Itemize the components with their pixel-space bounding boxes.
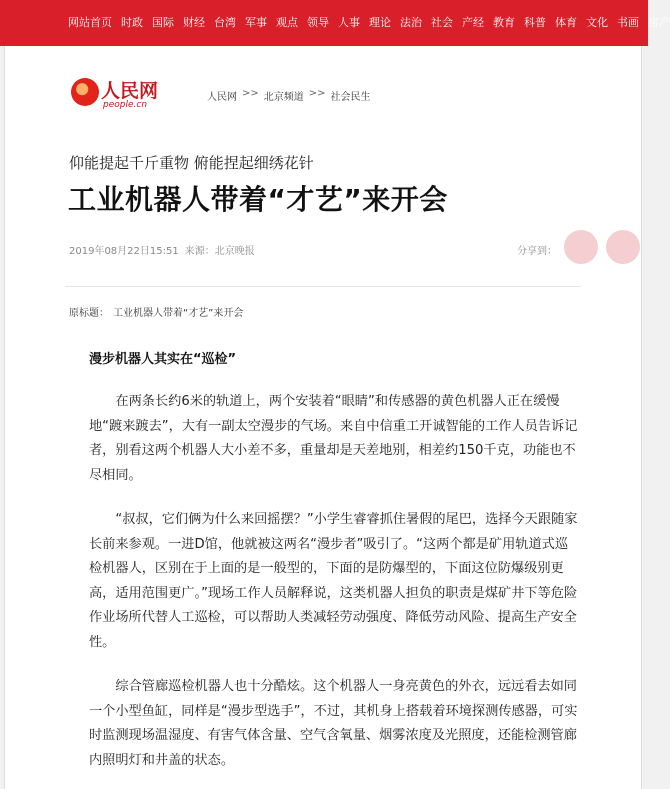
article-meta <box>69 242 255 257</box>
top-nav <box>68 14 670 30</box>
breadcrumb-sep: >> <box>242 88 259 99</box>
original-title-label: 原标题： <box>69 308 109 319</box>
breadcrumb-sep: >> <box>308 88 326 99</box>
nav-item[interactable]: 科普 <box>524 16 546 29</box>
breadcrumb-channel[interactable]: 北京频道 <box>263 92 304 103</box>
original-title-text: 工业机器人带着“才艺”来开会 <box>113 308 244 319</box>
breadcrumb <box>207 88 371 103</box>
logo-en: people.cn <box>103 100 148 110</box>
nav-item[interactable]: 文化 <box>586 16 608 29</box>
share-wechat-icon[interactable] <box>606 230 640 264</box>
nav-item[interactable]: 台湾 <box>214 16 236 29</box>
top-nav-bar <box>0 0 670 46</box>
article-subtitle: 仰能提起千斤重物 俯能捏起细绣花针 <box>69 154 314 172</box>
nav-item[interactable]: 网站首页 <box>68 16 112 29</box>
breadcrumb-section[interactable]: 社会民生 <box>330 92 371 103</box>
section-heading: 漫步机器人其实在“巡检” <box>89 352 237 367</box>
nav-item[interactable]: 财经 <box>183 16 205 29</box>
nav-item[interactable]: 教育 <box>493 16 515 29</box>
nav-item[interactable]: 理论 <box>369 16 391 29</box>
share-weibo-icon[interactable] <box>564 230 598 264</box>
article-paragraph: 综合管廊巡检机器人也十分酷炫。这个机器人一身亮黄色的外衣，远远看去如同一个小型鱼缸，同样是“漫步型选手”，不过，其机身上搭载着环境探测传感器，可实时监测现场温湿度、有害气体含量、空气含氧量、烟雾浓度及光照度，还能检测管廊内照明灯和井盖的状态。 <box>89 679 578 768</box>
article-paragraph: 在两条长约6米的轨道上，两个安装着“眼睛”和传感器的黄色机器人正在缓慢地“踱来踱去”，大有一副太空漫步的气场。来自中信重工开诚智能的工作人员告诉记者，别看这两个机器人大小差不多，重量却是天差地别，相差约150千克，功能也不尽相同。 <box>89 394 578 483</box>
article-title: 工业机器人带着“才艺”来开会 <box>68 183 448 216</box>
nav-item[interactable]: 书画 <box>617 16 639 29</box>
nav-item[interactable]: 领导 <box>307 16 329 29</box>
article-date: 2019年08月22日15:51 <box>69 246 179 257</box>
nav-item[interactable]: 房产 <box>648 16 670 29</box>
nav-item[interactable]: 人事 <box>338 16 360 29</box>
nav-item[interactable]: 产经 <box>462 16 484 29</box>
logo-emblem-icon <box>71 78 99 106</box>
nav-item[interactable]: 社会 <box>431 16 453 29</box>
logo-name: 人民网 <box>101 80 159 102</box>
share-label: 分享到： <box>517 246 557 257</box>
nav-item[interactable]: 体育 <box>555 16 577 29</box>
nav-item[interactable]: 国际 <box>152 16 174 29</box>
nav-item[interactable]: 时政 <box>121 16 143 29</box>
people-logo[interactable] <box>71 76 171 112</box>
breadcrumb-home[interactable]: 人民网 <box>207 92 237 103</box>
nav-item[interactable]: 法治 <box>400 16 422 29</box>
article-source[interactable]: 来源：北京晚报 <box>184 246 255 257</box>
page-content <box>4 46 642 789</box>
nav-item[interactable]: 军事 <box>245 16 267 29</box>
article-paragraph: “叔叔，它们俩为什么来回摇摆？”小学生睿睿抓住暑假的尾巴，选择今天跟随家长前来参观。一进D馆，他就被这两名“漫步者”吸引了。“这两个都是矿用轨道式巡检机器人，区别在于上面的是一般型的，下面的是防爆型的，下面这位防爆级别更高，适用范围更广。”现场工作人员解释说，这类机器人担负的职责是煤矿井下等危险作业场所代替人工巡检，可以帮助人类减轻劳动强度、降低劳动风险、提高生产安全性。 <box>89 512 578 650</box>
divider <box>65 286 581 287</box>
original-title <box>69 304 243 319</box>
nav-item[interactable]: 观点 <box>276 16 298 29</box>
